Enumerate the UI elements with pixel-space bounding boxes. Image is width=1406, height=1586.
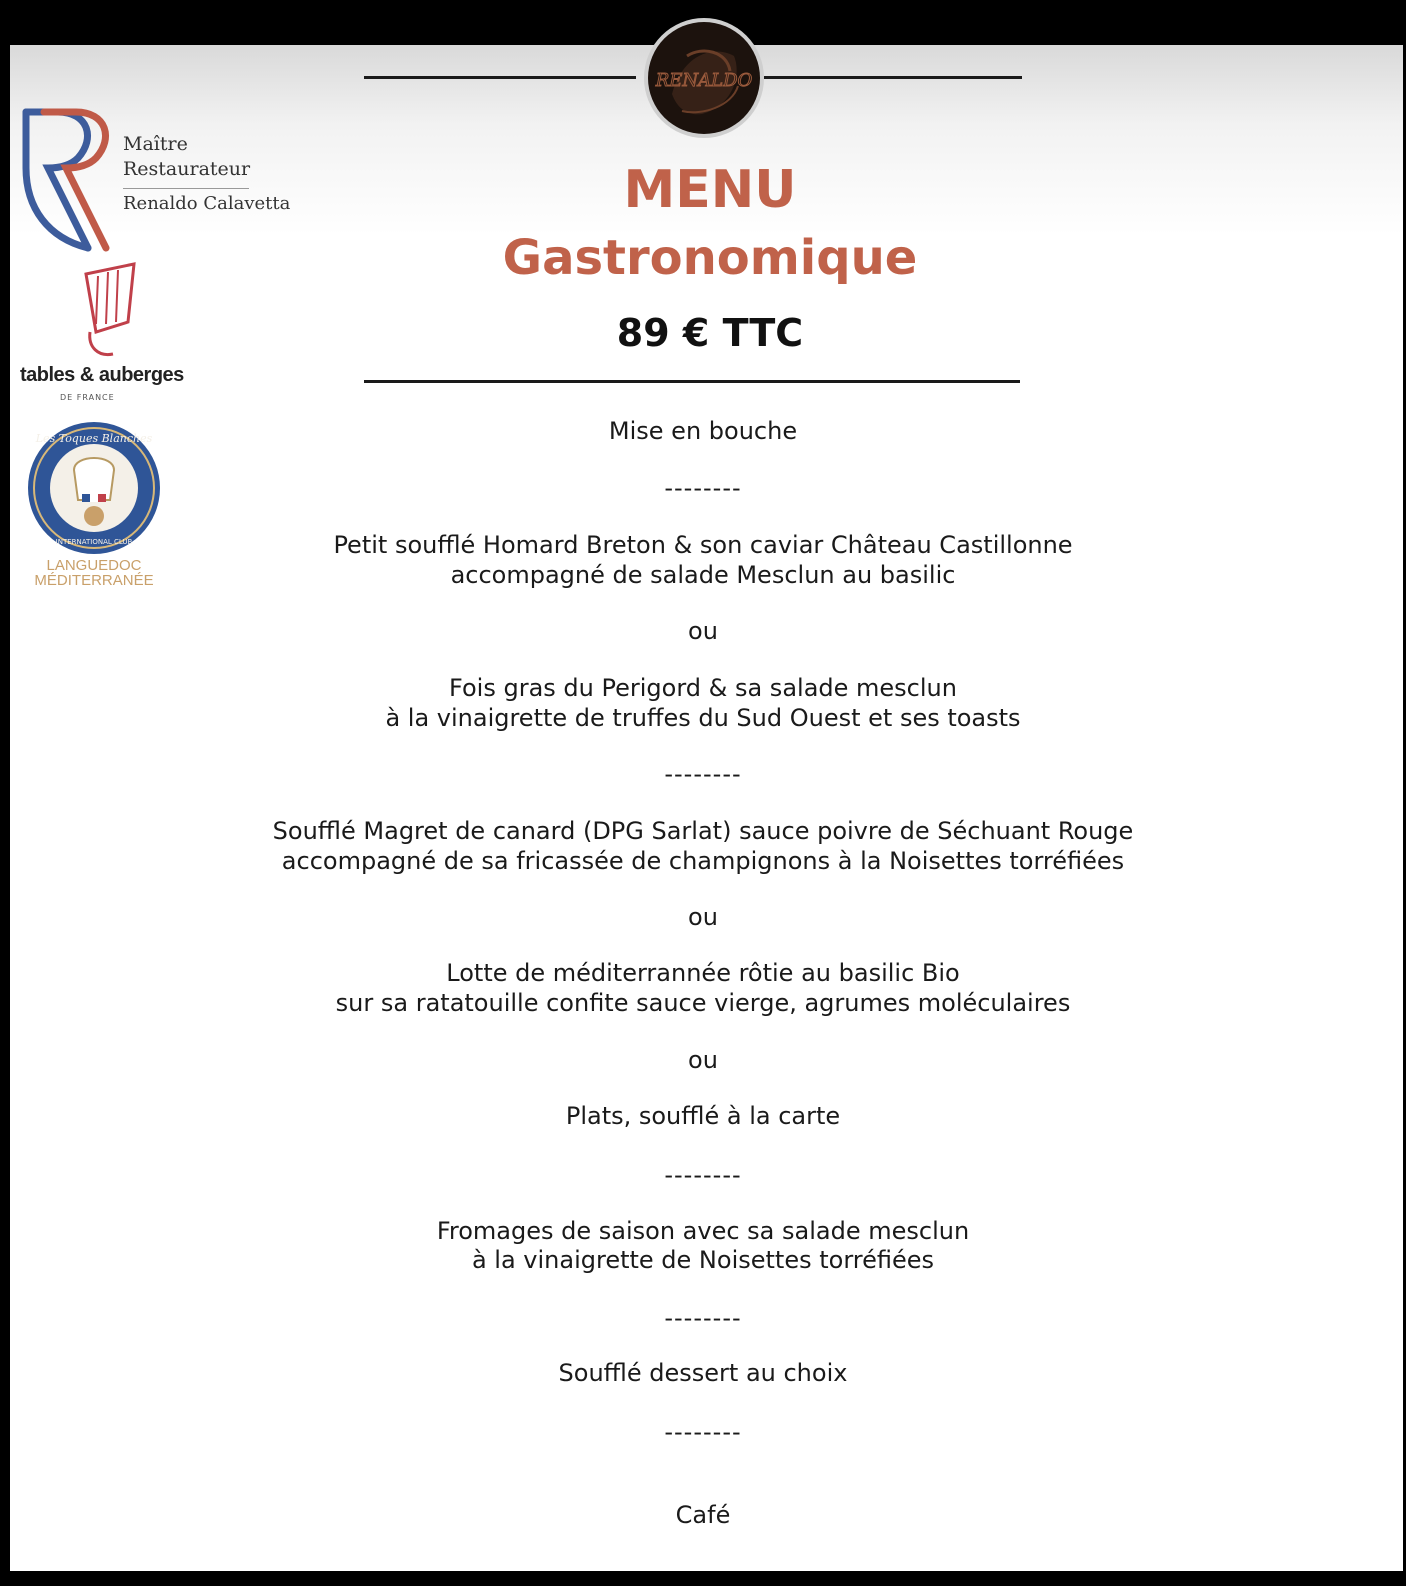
menu-line: à la vinaigrette de truffes du Sud Ouest et ses toasts — [385, 704, 1021, 732]
menu-line: à la vinaigrette de Noisettes torréfiées — [471, 1246, 935, 1274]
toques-ring-bottom: INTERNATIONAL CLUB — [55, 538, 133, 546]
toques-ring-text: Les Toques Blanches — [35, 432, 153, 445]
menu-line: Soufflé Magret de canard (DPG Sarlat) sauce poivre de Séchuant Rouge — [272, 817, 1134, 845]
menu-line: sur sa ratatouille confite sauce vierge, agrumes moléculaires — [335, 989, 1071, 1017]
menu-title: MENU — [623, 160, 797, 220]
menu-price: 89 € TTC — [616, 311, 804, 355]
menu-line: Café — [675, 1501, 731, 1529]
tables-auberges-name: tables & auberges — [20, 364, 184, 386]
toques-region2: MÉDITERRANÉE — [34, 572, 154, 589]
menu-line: ou — [688, 903, 718, 931]
menu-line: ou — [688, 617, 718, 645]
menu-separator: -------- — [664, 1418, 742, 1446]
menu-line: Petit soufflé Homard Breton & son caviar Château Castillonne — [333, 531, 1073, 559]
tables-auberges-sub: DE FRANCE — [60, 393, 115, 402]
header-bottom-rule — [364, 380, 1020, 383]
menu-subtitle: Gastronomique — [502, 230, 918, 286]
menu-separator: -------- — [664, 474, 742, 502]
maitre-line2: Restaurateur — [123, 158, 251, 180]
menu-line: Soufflé dessert au choix — [558, 1359, 848, 1387]
menu-line: ou — [688, 1046, 718, 1074]
toques-region1: LANGUEDOC — [46, 557, 142, 574]
toques-blanches-logo — [26, 420, 162, 556]
menu-line: accompagné de salade Mesclun au basilic — [450, 561, 956, 589]
menu-separator: -------- — [664, 760, 742, 788]
top-rule-left — [364, 76, 636, 79]
top-rule-right — [764, 76, 1022, 79]
renaldo-seal-logo — [642, 16, 766, 140]
menu-line: Fromages de saison avec sa salade mesclun — [436, 1217, 970, 1245]
seal-text: RENALDO — [655, 70, 753, 91]
maitre-name: Renaldo Calavetta — [123, 193, 291, 214]
maitre-line1: Maître — [123, 133, 188, 155]
menu-separator: -------- — [664, 1161, 742, 1189]
menu-line: Lotte de méditerrannée rôtie au basilic Bio — [446, 959, 960, 987]
menu-line: Plats, soufflé à la carte — [565, 1102, 841, 1130]
menu-line: accompagné de sa fricassée de champignons à la Noisettes torréfiées — [281, 847, 1125, 875]
menu-line: Mise en bouche — [608, 417, 798, 445]
maitre-divider — [123, 188, 249, 189]
menu-line: Fois gras du Perigord & sa salade mesclun — [449, 674, 957, 702]
menu-separator: -------- — [664, 1304, 742, 1332]
